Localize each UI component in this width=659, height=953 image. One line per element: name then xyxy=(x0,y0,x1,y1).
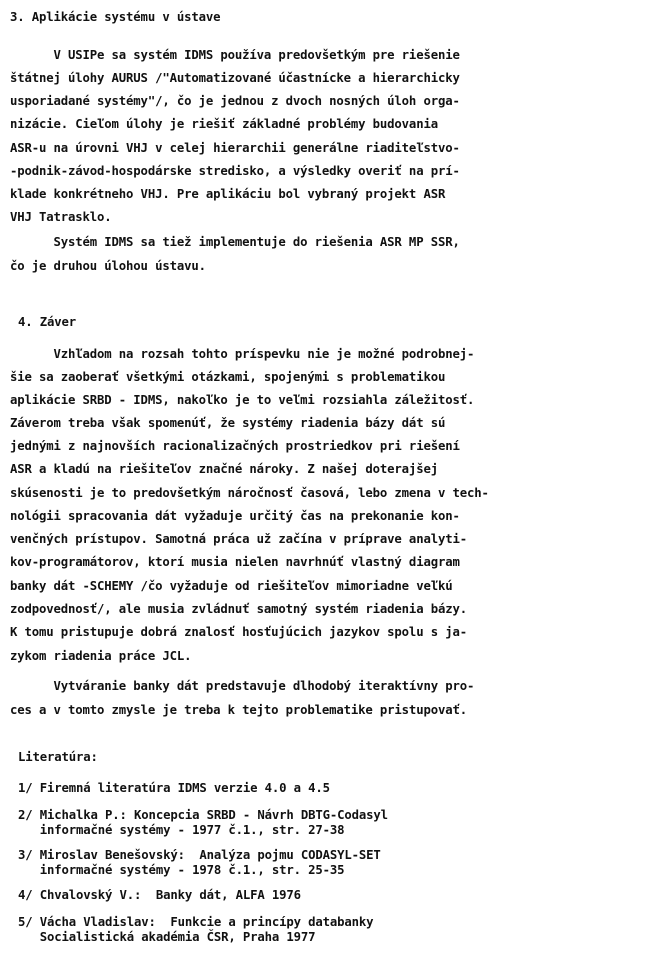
section-3-line: VHJ Tatrasklo. xyxy=(10,210,112,224)
section-4-line: aplikácie SRBD - IDMS, nakoľko je to veľmi rozsiahla záležitosť. xyxy=(10,393,475,407)
literature-item: 2/ Michalka P.: Koncepcia SRBD - Návrh DBTG-Codasyl xyxy=(18,808,388,822)
literature-item: 4/ Chvalovský V.: Banky dát, ALFA 1976 xyxy=(18,888,301,902)
literature-item: Socialistická akadémia ČSR, Praha 1977 xyxy=(18,930,316,944)
section-4-line: K tomu pristupuje dobrá znalosť hosťujúcich jazykov spolu s ja- xyxy=(10,625,467,639)
section-4-line: ces a v tomto zmysle je treba k tejto problematike pristupovať. xyxy=(10,703,467,717)
section-3-line: ASR-u na úrovni VHJ v celej hierarchii generálne riaditeľstvo- xyxy=(10,141,460,155)
section-4-line: kov-programátorov, ktorí musia nielen navrhnúť vlastný diagram xyxy=(10,555,460,569)
literature-item: 3/ Miroslav Benešovský: Analýza pojmu CODASYL-SET xyxy=(18,848,381,862)
section-4-line: nológii spracovania dát vyžaduje určitý čas na prekonanie kon- xyxy=(10,509,460,523)
section-4-line: Vzhľadom na rozsah tohto príspevku nie je možné podrobnej- xyxy=(10,347,475,361)
section-3-line: usporiadané systémy"/, čo je jednou z dvoch nosných úloh orga- xyxy=(10,94,460,108)
section-4-line: jednými z najnovších racionalizačných prostriedkov pri riešení xyxy=(10,439,460,453)
section-4-line: banky dát -SCHEMY /čo vyžaduje od riešiteľov mimoriadne veľkú xyxy=(10,579,453,593)
section-3-line: čo je druhou úlohou ústavu. xyxy=(10,259,206,273)
section-4-heading: 4. Záver xyxy=(18,315,77,329)
section-4-line: venčných prístupov. Samotná práca už začína v príprave analyti- xyxy=(10,532,467,546)
section-3-line: V USIPe sa systém IDMS používa predovšetkým pre riešenie xyxy=(10,48,460,62)
section-3-line: -podnik-závod-hospodárske stredisko, a výsledky overiť na prí- xyxy=(10,164,460,178)
section-4-line: Záverom treba však spomenúť, že systémy riadenia bázy dát sú xyxy=(10,416,446,430)
literature-item: informačné systémy - 1977 č.1., str. 27-38 xyxy=(18,823,345,837)
section-3-line: štátnej úlohy AURUS /"Automatizované účastnícke a hierarchicky xyxy=(10,71,460,85)
section-3-line: klade konkrétneho VHJ. Pre aplikáciu bol vybraný projekt ASR xyxy=(10,187,446,201)
section-4-line: šie sa zaoberať všetkými otázkami, spojenými s problematikou xyxy=(10,370,446,384)
section-4-line: zodpovednosť/, ale musia zvládnuť samotný systém riadenia bázy. xyxy=(10,602,467,616)
section-3-line: Systém IDMS sa tiež implementuje do riešenia ASR MP SSR, xyxy=(10,235,460,249)
section-3-line: nizácie. Cieľom úlohy je riešiť základné problémy budovania xyxy=(10,117,438,131)
section-3-heading: 3. Aplikácie systému v ústave xyxy=(10,10,221,24)
section-4-line: ASR a kladú na riešiteľov značné nároky. Z našej doterajšej xyxy=(10,462,438,476)
literature-item: informačné systémy - 1978 č.1., str. 25-35 xyxy=(18,863,345,877)
section-4-line: skúsenosti je to predovšetkým náročnosť časová, lebo zmena v tech- xyxy=(10,486,489,500)
literature-item: 1/ Firemná literatúra IDMS verzie 4.0 a 4.5 xyxy=(18,781,330,795)
literature-item: 5/ Vácha Vladislav: Funkcie a princípy databanky xyxy=(18,915,374,929)
section-4-line: zykom riadenia práce JCL. xyxy=(10,649,192,663)
section-4-line: Vytváranie banky dát predstavuje dlhodobý iteraktívny pro- xyxy=(10,679,475,693)
literature-heading: Literatúra: xyxy=(18,750,98,764)
